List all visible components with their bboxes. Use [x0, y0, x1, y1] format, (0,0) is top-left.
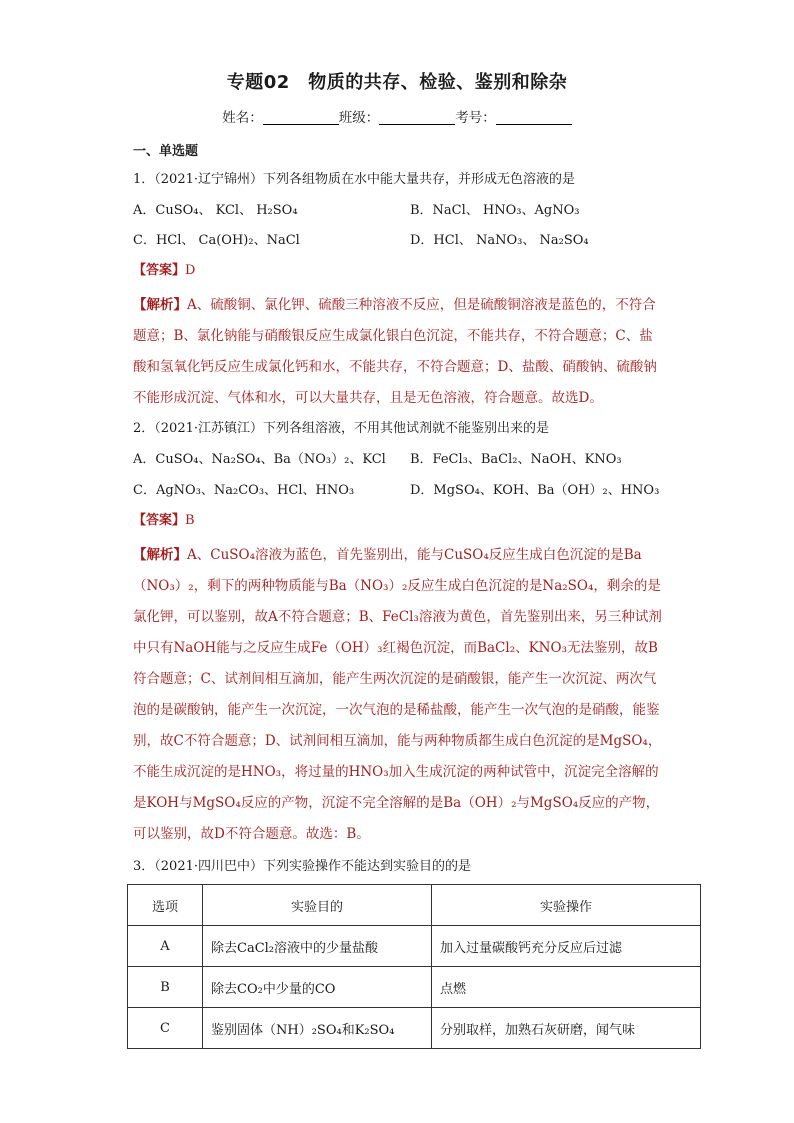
table-cell: C	[128, 1008, 203, 1049]
header-cell: 选项	[128, 885, 203, 926]
answer-value: B	[185, 513, 195, 528]
table-cell: 点燃	[432, 967, 701, 1008]
table-row	[128, 967, 701, 1008]
q1-analysis	[133, 290, 663, 414]
page-title: 专题02 物质的共存、检验、鉴别和除杂	[226, 72, 568, 93]
section-heading: 一、单选题	[133, 144, 199, 159]
q1-option-d: D．HCl、 NaNO₃、 Na₂SO₄	[410, 233, 589, 248]
table-cell: 加入过量碳酸钙充分反应后过滤	[432, 926, 701, 967]
q1-option-c: C．HCl、 Ca(OH)₂、NaCl	[133, 233, 300, 248]
table-cell: 鉴别固体（NH）₂SO₄和K₂SO₄	[203, 1008, 432, 1049]
student-info-line	[0, 106, 794, 126]
table-header-row	[128, 885, 701, 926]
class-blank[interactable]	[379, 110, 455, 125]
q2-answer	[133, 511, 195, 531]
analysis-text: A、硫酸铜、氯化钾、硫酸三种溶液不反应，但是硫酸铜溶液是蓝色的，不符合题意；B、氯化钠能与硝酸银反应生成氯化银白色沉淀，不能共存，不符合题意；C、盐酸和氢氧化钙反应生成氯化钙和水，不能共存，不符合题意；D、盐酸、硝酸钠、硫酸钠不能形成沉淀、气体和水，可以大量共存，且是无色溶液，符合题意。故选D。	[133, 297, 657, 406]
q2-option-c: C．AgNO₃、Na₂CO₃、HCl、HNO₃	[133, 483, 355, 498]
q1-option-b: B．NaCl、 HNO₃、AgNO₃	[410, 203, 580, 218]
answer-tag: 【答案】	[133, 513, 186, 528]
q2-stem: 2．（2021·江苏镇江）下列各组溶液，不用其他试剂就不能鉴别出来的是	[133, 421, 549, 436]
table-cell: 除去CaCl₂溶液中的少量盐酸	[203, 926, 432, 967]
analysis-text: A、CuSO₄溶液为蓝色，首先鉴别出，能与CuSO₄反应生成白色沉淀的是Ba（NO₃）₂，剩下的两种物质能与Ba（NO₃）₂反应生成白色沉淀的是Na₂SO₄，剩余的是氯化钾，可以鉴别，故A不符合题意；B、FeCl₃溶液为黄色，首先鉴别出来，另三种试剂中只有NaOH能与之反应生成Fe（OH）₃红褐色沉淀，而BaCl₂、KNO₃无法鉴别，故B符合题意；C、试剂间相互滴加，能产生两次沉淀的是硝酸银，能产生一次沉淀、两次气泡的是碳酸钠，能产生一次沉淀，一次气泡的是稀盐酸，能产生一次气泡的是硝酸，能鉴别，故C不符合题意；D、试剂间相互滴加，能与两种物质都生成白色沉淀的是MgSO₄，不能生成沉淀的是HNO₃，将过量的HNO₃加入生成沉淀的两种试管中，沉淀完全溶解的是KOH与MgSO₄反应的产物，沉淀不完全溶解的是Ba（OH）₂与MgSO₄反应的产物，可以鉴别，故D不符合题意。故选：B。	[133, 547, 662, 842]
q2-option-a: A．CuSO₄、Na₂SO₄、Ba（NO₃）₂、KCl	[133, 452, 386, 467]
name-blank[interactable]	[263, 110, 339, 125]
q1-option-a: A．CuSO₄、 KCl、 H₂SO₄	[133, 203, 298, 218]
q3-table	[127, 884, 701, 1049]
q2-analysis	[133, 540, 663, 850]
table-cell: 分别取样，加熟石灰研磨，闻气味	[432, 1008, 701, 1049]
answer-value: D	[185, 263, 196, 278]
name-label: 姓名：	[222, 110, 263, 126]
table-row	[128, 1008, 701, 1049]
q3-stem: 3．（2021·四川巴中）下列实验操作不能达到实验目的的是	[133, 859, 471, 874]
table-row	[128, 926, 701, 967]
header-cell: 实验目的	[203, 885, 432, 926]
analysis-tag: 【解析】	[133, 547, 187, 563]
q2-option-d: D．MgSO₄、KOH、Ba（OH）₂、HNO₃	[410, 483, 660, 498]
q1-stem: 1．（2021·辽宁锦州）下列各组物质在水中能大量共存，并形成无色溶液的是	[133, 172, 575, 187]
table-cell: B	[128, 967, 203, 1008]
exam-blank[interactable]	[496, 110, 572, 125]
answer-tag: 【答案】	[133, 263, 186, 278]
q2-option-b: B．FeCl₃、BaCl₂、NaOH、KNO₃	[410, 452, 622, 467]
class-label: 班级：	[338, 110, 380, 126]
analysis-tag: 【解析】	[133, 297, 187, 313]
q1-answer	[133, 261, 195, 281]
header-cell: 实验操作	[432, 885, 701, 926]
table-cell: 除去CO₂中少量的CO	[203, 967, 432, 1008]
exam-label: 考号：	[455, 110, 496, 126]
table-cell: A	[128, 926, 203, 967]
